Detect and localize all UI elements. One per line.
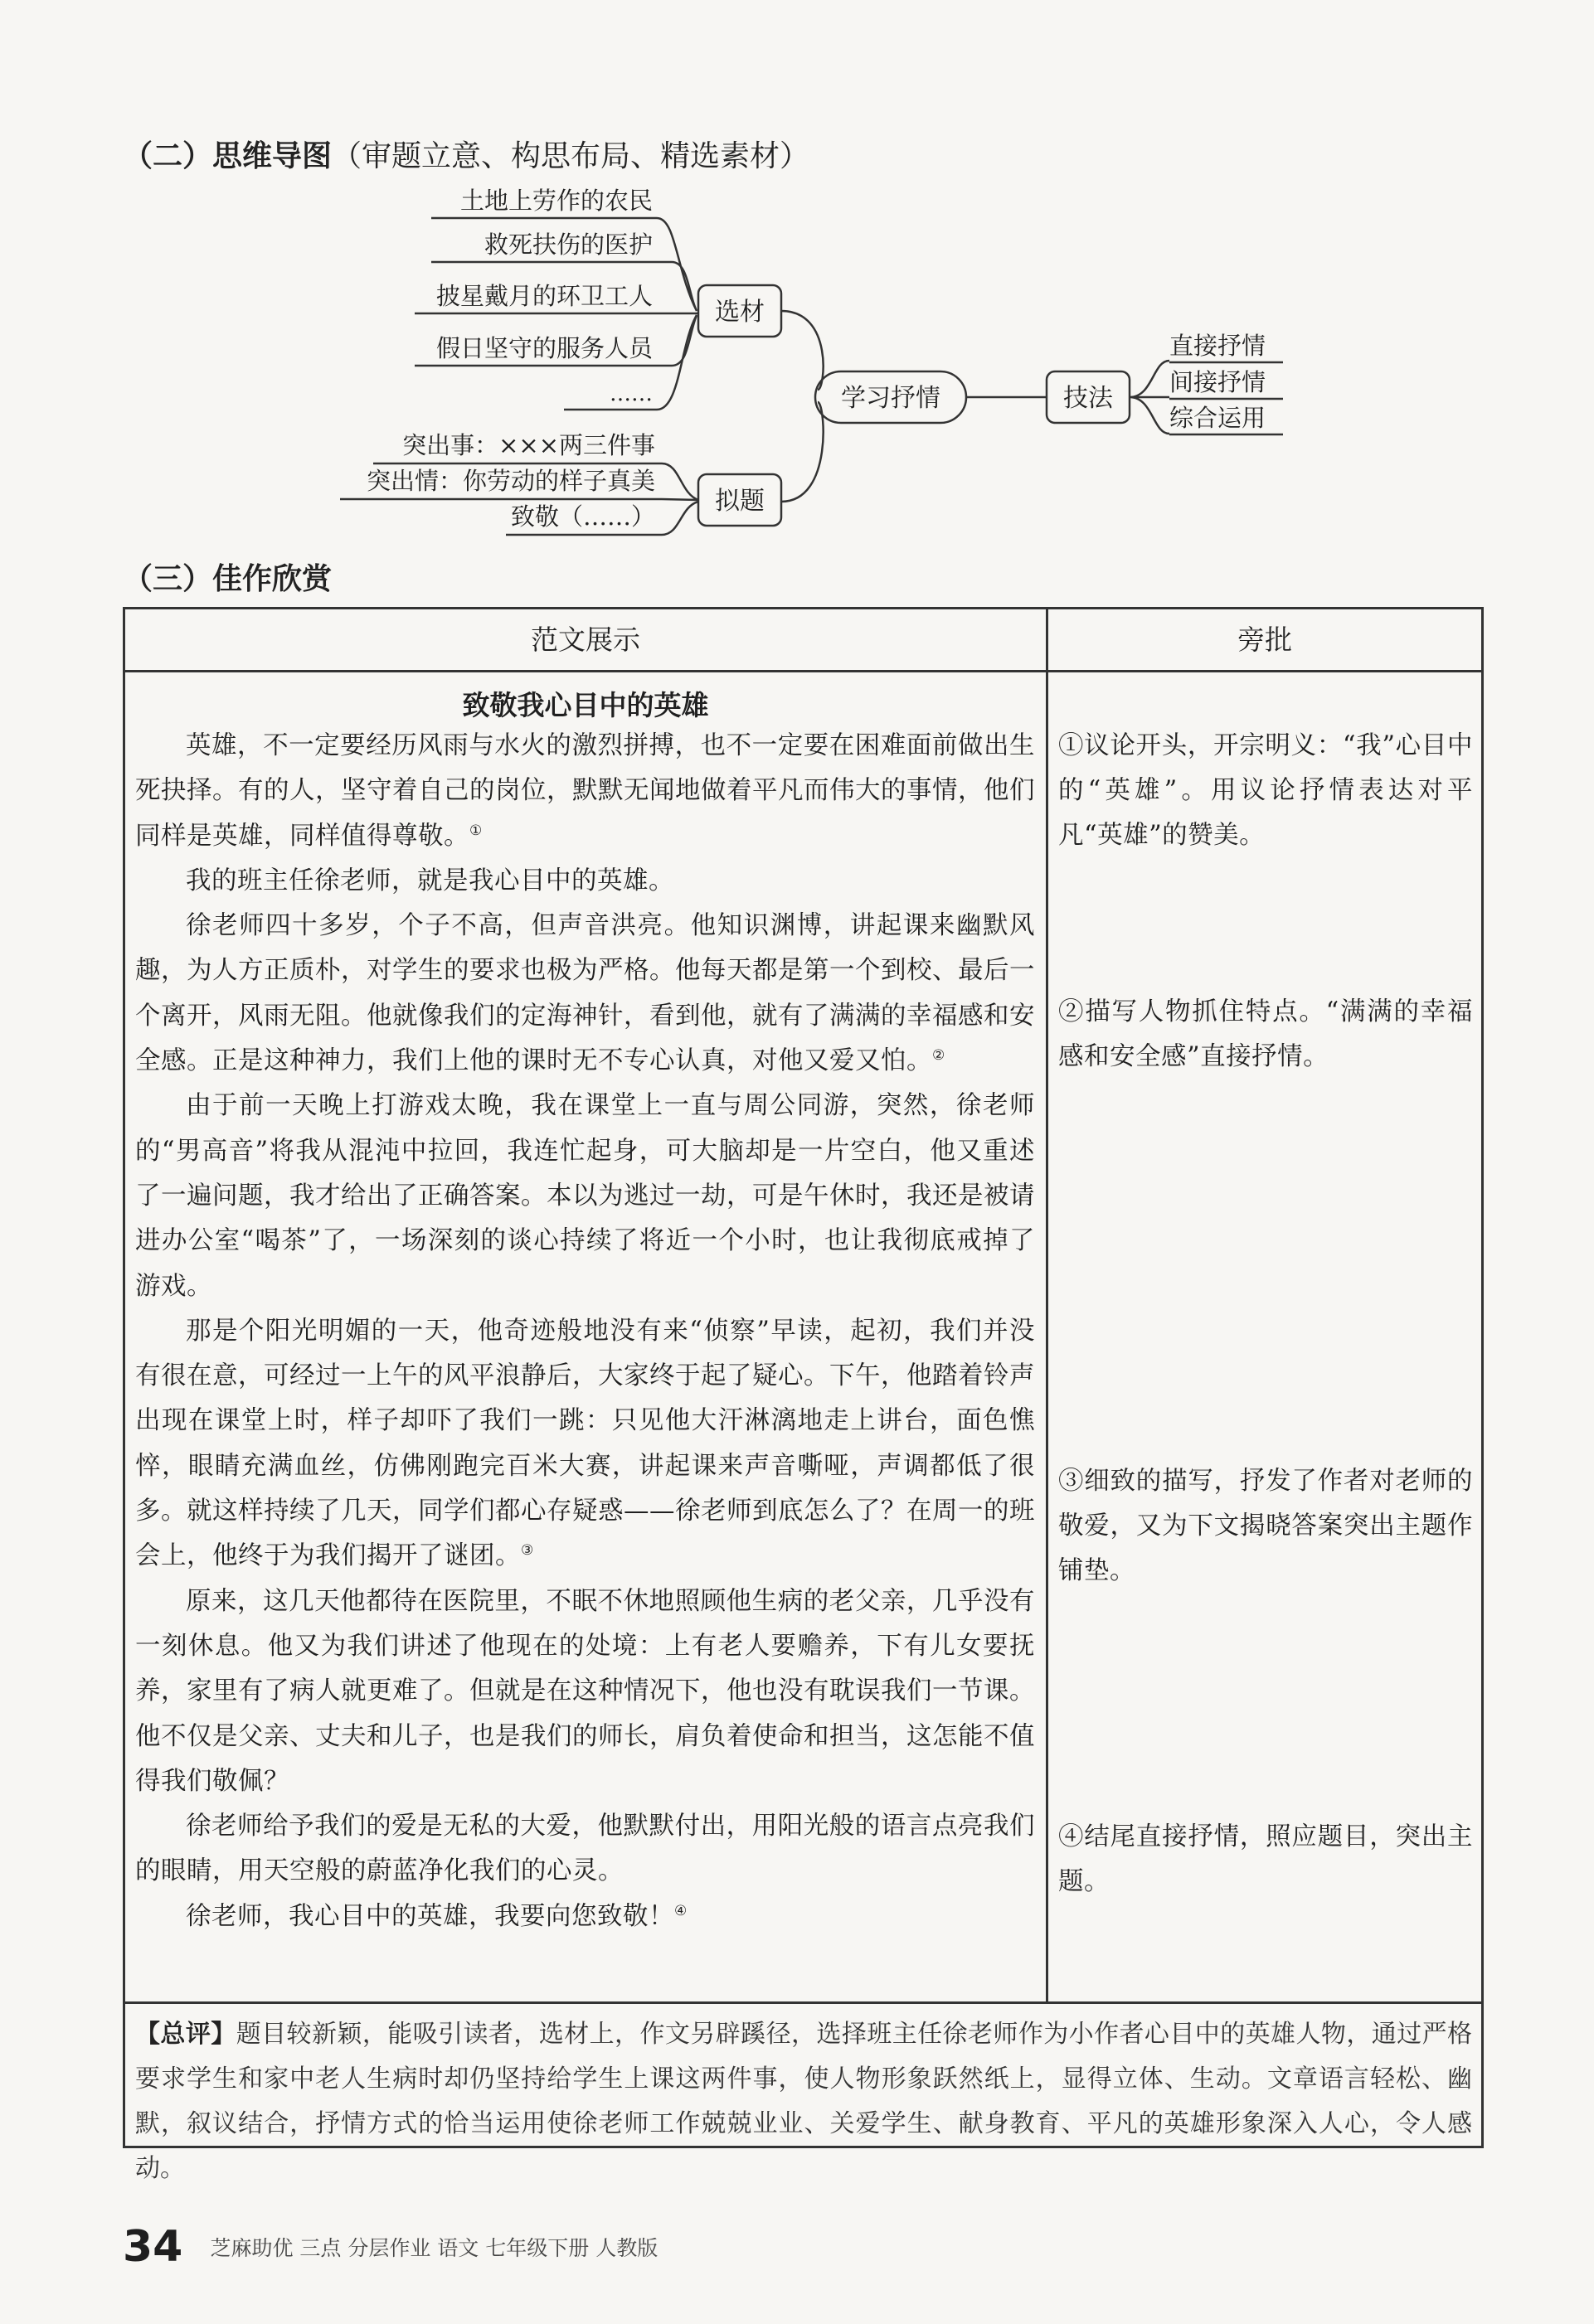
niti-connector: [662, 463, 698, 535]
xuancai-label: 选材: [715, 298, 765, 327]
book-info: 芝麻助优 三点 分层作业 语文 七年级下册 人教版: [210, 2236, 658, 2260]
niti-label: 拟题: [715, 487, 765, 516]
side-note-2: ②描写人物抓住特点。“满满的幸福感和安全感”直接抒情。: [1058, 997, 1473, 1071]
jifa-item-3: 综合运用: [1169, 404, 1266, 432]
essay-paragraph: 英雄，不一定要经历风雨与水火的激烈拼搏，也不一定要在困难面前做出生死抉择。有的人，坚守着自己的岗位，默默无闻地做着平凡而伟大的事情，他们同样是英雄，同样值得尊敬。①: [135, 731, 1035, 851]
center-label: 学习抒情: [841, 384, 940, 413]
page-footer: [123, 2222, 658, 2272]
section-2-title: （二）思维导图: [123, 139, 333, 173]
essay-table: [123, 607, 1484, 2183]
mind-map: [315, 178, 1327, 543]
jifa-label: 技法: [1063, 384, 1113, 413]
col-header-notes: 旁批: [1237, 623, 1292, 656]
column-divider: [1046, 609, 1048, 2001]
essay-title: 致敬我心目中的英雄: [462, 689, 709, 721]
annotation-mark: ②: [932, 1046, 945, 1064]
essay-paragraph: 由于前一天晚上打游戏太晚，我在课堂上一直与周公同游，突然，徐老师的“男高音”将我从混沌中拉回，我连忙起身，可大脑却是一片空白，他又重述了一遍问题，我才给出了正确答案。本以为逃过一劫，可是午休时，我还是被请进办公室“喝茶”了，一场深刻的谈心持续了将近一个小时，也让我彻底戒掉了游戏。: [135, 1091, 1035, 1301]
section-3-heading: （三）佳作欣赏: [123, 562, 333, 596]
jifa-connector: [1130, 361, 1169, 434]
summary-text: 题目较新颖，能吸引读者，选材上，作文另辟蹊径，选择班主任徐老师作为小作者心目中的英雄人物，通过严格要求学生和家中老人生病时却仍坚持给学生上课这两件事，使人物形象跃然纸上，显得立体、生动。文章语言轻松、幽默，叙议结合，抒情方式的恰当运用使徐老师工作兢兢业业、关爱学生、献身教育、平凡的英雄形象深入人心，令人感动。: [135, 2020, 1473, 2183]
side-note-1: ①议论开头，开宗明义：“我”心目中的“英雄”。用议论抒情表达对平凡“英雄”的赞美。: [1058, 731, 1473, 850]
essay-paragraph: 那是个阳光明媚的一天，他奇迹般地没有来“侦察”早读，起初，我们并没有很在意，可经过一上午的风平浪静后，大家终于起了疑心。下午，他踏着铃声出现在课堂上时，样子却吓了我们一跳：只见他大汗淋漓地走上讲台，面色憔悴，眼睛充满血丝，仿佛刚跑完百米大赛，讲起课来声音嘶哑，声调都低了很多。就这样持续了几天，同学们都心存疑惑——徐老师到底怎么了？在周一的班会上，他终于为我们揭开了谜团。③: [135, 1316, 1035, 1571]
annotation-mark: ③: [521, 1542, 534, 1560]
niti-item-2: 突出情：你劳动的样子真美: [366, 467, 655, 495]
summary: [135, 2012, 1472, 2191]
annotation-mark: ①: [469, 822, 483, 839]
essay-paragraph: 徐老师四十多岁，个子不高，但声音洪亮。他知识渊博，讲起课来幽默风趣，为人方正质朴，对学生的要求也极为严格。他每天都是第一个到校、最后一个离开，风雨无阻。他就像我们的定海神针，看到他，就有了满满的幸福感和安全感。正是这种神力，我们上他的课时无不专心认真，对他又爱又怕。②: [135, 911, 1035, 1076]
header-divider: [125, 670, 1481, 672]
side-note-3: ③细致的描写，抒发了作者对老师的敬爱，又为下文揭晓答案突出主题作铺垫。: [1058, 1467, 1473, 1585]
summary-divider: [125, 2001, 1481, 2004]
xuancai-item-5: ……: [610, 381, 653, 406]
essay-paragraph: 徐老师给予我们的爱是无私的大爱，他默默付出，用阳光般的语言点亮我们的眼睛，用天空般的蔚蓝净化我们的心灵。: [135, 1812, 1035, 1886]
essay-paragraph: 我的班主任徐老师，就是我心目中的英雄。: [186, 866, 674, 895]
niti-item-1: 突出事：×××两三件事: [402, 431, 655, 459]
essay-paragraph: 原来，这几天他都待在医院里，不眠不休地照顾他生病的老父亲，几乎没有一刻休息。他又为我们讲述了他现在的处境：上有老人要赡养，下有儿女要抚养，家里有了病人就更难了。但就是在这种情况下，他也没有耽误我们一节课。他不仅是父亲、丈夫和儿子，也是我们的师长，肩负着使命和担当，这怎能不值得我们敬佩？: [135, 1586, 1035, 1796]
col-header-essay: 范文展示: [531, 623, 640, 656]
section-2-heading: [123, 133, 809, 175]
jifa-item-2: 间接抒情: [1169, 368, 1266, 396]
side-note-4: ④结尾直接抒情，照应题目，突出主题。: [1058, 1822, 1473, 1896]
niti-item-3: 致敬（……）: [510, 502, 655, 531]
xuancai-item-1: 土地上劳作的农民: [459, 187, 653, 215]
jifa-item-1: 直接抒情: [1169, 332, 1266, 360]
essay-body: [135, 724, 1035, 1939]
xuancai-item-2: 救死扶伤的医护: [484, 230, 653, 259]
summary-label: 【总评】: [135, 2020, 236, 2049]
xuancai-item-3: 披星戴月的环卫工人: [435, 282, 653, 310]
essay-paragraph: 徐老师，我心目中的英雄，我要向您致敬！④: [186, 1901, 688, 1931]
annotation-mark: ④: [674, 1902, 688, 1919]
page-number: 34: [123, 2222, 183, 2272]
xuancai-item-4: 假日坚守的服务人员: [435, 334, 653, 362]
section-2-subtitle: （审题立意、构思布局、精选素材）: [332, 139, 810, 173]
